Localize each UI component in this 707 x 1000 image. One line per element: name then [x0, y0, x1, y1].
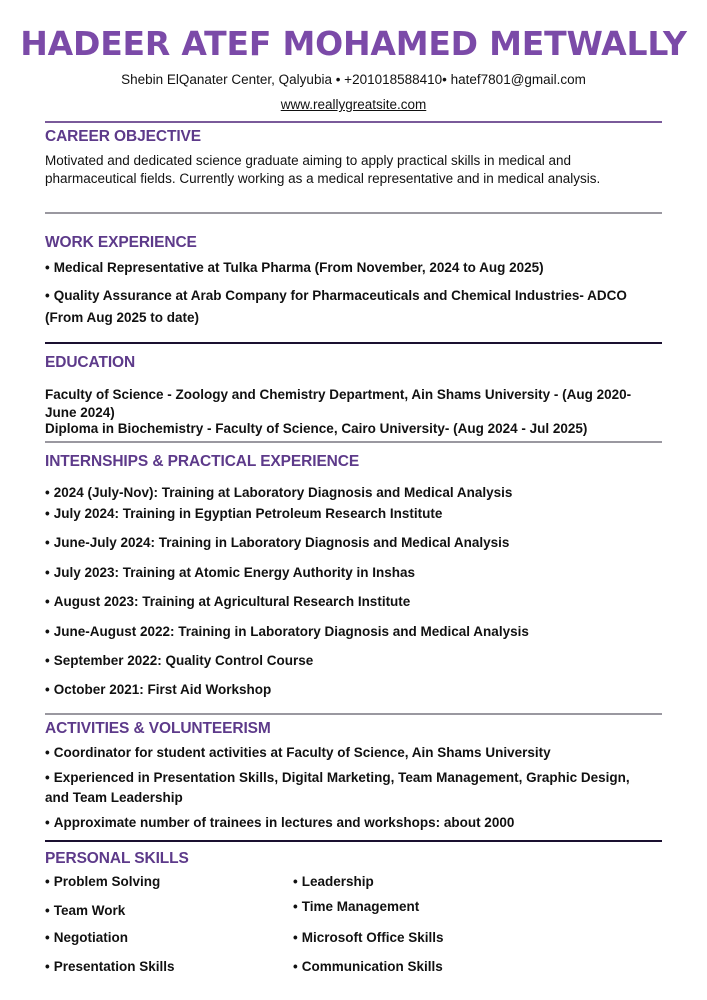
bullet-icon: •: [45, 535, 50, 550]
contact-line: Shebin ElQanater Center, Qalyubia • +201018588410• hatef7801@gmail.com: [121, 72, 586, 87]
divider: [45, 441, 662, 443]
divider: [45, 713, 662, 715]
bullet-icon: •: [45, 594, 50, 609]
internship-item: • July 2023: Training at Atomic Energy Authority in Inshas: [45, 565, 416, 580]
bullet-icon: •: [45, 745, 50, 760]
bullet-icon: •: [45, 874, 50, 889]
internship-item: • September 2022: Quality Control Course: [45, 653, 314, 668]
section-heading-career-objective: CAREER OBJECTIVE: [45, 128, 202, 145]
internship-item: • June-July 2024: Training in Laboratory Diagnosis and Medical Analysis: [45, 535, 510, 550]
skill-item: • Time Management: [293, 899, 420, 914]
internship-item: • October 2021: First Aid Workshop: [45, 682, 272, 697]
work-item: • Quality Assurance at Arab Company for Pharmaceuticals and Chemical Industries- ADCO (From Aug 2025 to date): [45, 288, 627, 325]
skill-item: • Problem Solving: [45, 874, 161, 889]
section-heading-education: EDUCATION: [45, 354, 136, 371]
work-item: • Medical Representative at Tulka Pharma (From November, 2024 to Aug 2025): [45, 260, 544, 275]
career-objective-text: Motivated and dedicated science graduate aiming to apply practical skills in medical and pharmaceutical fields. Currently working as a medical representative and in medical analysis.: [45, 153, 601, 186]
activity-item: • Experienced in Presentation Skills, Digital Marketing, Team Management, Graphic Design, and Team Leadership: [45, 770, 630, 805]
bullet-icon: •: [45, 959, 50, 974]
bullet-icon: •: [45, 770, 50, 785]
bullet-icon: •: [45, 624, 50, 639]
bullet-icon: •: [293, 874, 298, 889]
bullet-icon: •: [293, 930, 298, 945]
divider: [45, 840, 662, 842]
activity-item: • Coordinator for student activities at Faculty of Science, Ain Shams University: [45, 745, 551, 760]
internship-item: • August 2023: Training at Agricultural Research Institute: [45, 594, 411, 609]
section-heading-personal-skills: PERSONAL SKILLS: [45, 850, 189, 867]
divider: [45, 342, 662, 344]
internship-item: • June-August 2022: Training in Laboratory Diagnosis and Medical Analysis: [45, 624, 529, 639]
candidate-name: HADEER ATEF MOHAMED METWALLY: [20, 24, 687, 63]
skill-item: • Leadership: [293, 874, 374, 889]
skill-item: • Microsoft Office Skills: [293, 930, 444, 945]
internship-item: • 2024 (July-Nov): Training at Laboratory Diagnosis and Medical Analysis: [45, 485, 513, 500]
internship-item: • July 2024: Training in Egyptian Petroleum Research Institute: [45, 506, 443, 521]
bullet-icon: •: [45, 653, 50, 668]
section-heading-work-experience: WORK EXPERIENCE: [45, 234, 197, 251]
bullet-icon: •: [45, 815, 50, 830]
bullet-icon: •: [45, 485, 50, 500]
divider: [45, 121, 662, 123]
skill-item: • Communication Skills: [293, 959, 443, 974]
bullet-icon: •: [293, 959, 298, 974]
bullet-icon: •: [45, 930, 50, 945]
bullet-icon: •: [293, 899, 298, 914]
activity-item: • Approximate number of trainees in lectures and workshops: about 2000: [45, 815, 515, 830]
bullet-icon: •: [45, 903, 50, 918]
section-heading-activities: ACTIVITIES & VOLUNTEERISM: [45, 720, 271, 737]
section-heading-internships: INTERNSHIPS & PRACTICAL EXPERIENCE: [45, 453, 360, 470]
skill-item: • Team Work: [45, 903, 126, 918]
website-link[interactable]: www.reallygreatsite.com: [280, 97, 427, 112]
education-item: Faculty of Science - Zoology and Chemistry Department, Ain Shams University - (Aug 2020- June 2024): [45, 387, 632, 420]
bullet-icon: •: [45, 565, 50, 580]
bullet-icon: •: [45, 288, 50, 303]
bullet-icon: •: [45, 506, 50, 521]
divider: [45, 212, 662, 214]
skill-item: • Presentation Skills: [45, 959, 175, 974]
skill-item: • Negotiation: [45, 930, 128, 945]
bullet-icon: •: [45, 260, 50, 275]
education-item: Diploma in Biochemistry - Faculty of Science, Cairo University- (Aug 2024 - Jul 2025): [45, 421, 588, 436]
bullet-icon: •: [45, 682, 50, 697]
